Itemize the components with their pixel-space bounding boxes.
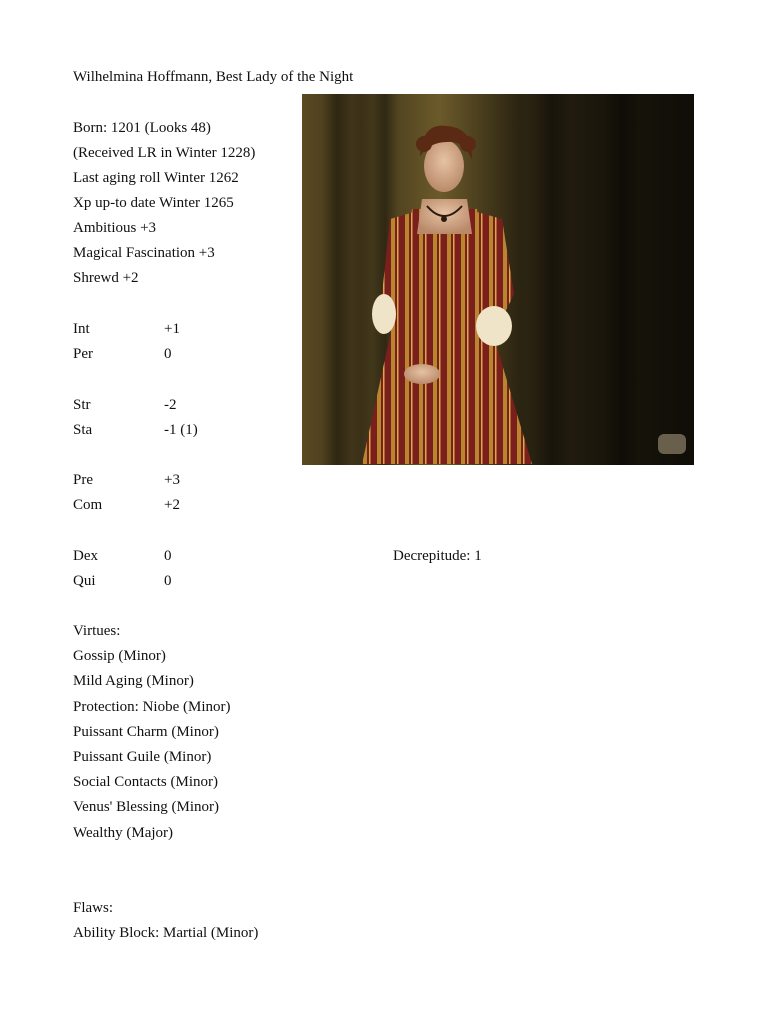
characteristic-name: Pre	[73, 472, 93, 488]
characteristic-name: Sta	[73, 422, 93, 438]
flaws-heading: Flaws:	[73, 900, 114, 916]
characteristic-value: +2	[164, 497, 180, 513]
characteristic-value: +1	[164, 321, 180, 337]
portrait-illustration-icon	[302, 94, 694, 465]
info-line: Magical Fascination +3	[73, 245, 215, 261]
characteristic-name: Int	[73, 321, 90, 337]
virtue-item: Mild Aging (Minor)	[73, 673, 194, 689]
virtue-item: Gossip (Minor)	[73, 648, 166, 664]
info-line: Born: 1201 (Looks 48)	[73, 120, 211, 136]
info-line: (Received LR in Winter 1228)	[73, 145, 256, 161]
virtue-item: Protection: Niobe (Minor)	[73, 699, 231, 715]
virtue-item: Puissant Charm (Minor)	[73, 724, 219, 740]
info-line: Xp up-to date Winter 1265	[73, 195, 234, 211]
virtue-item: Social Contacts (Minor)	[73, 774, 218, 790]
virtues-heading: Virtues:	[73, 623, 121, 639]
characteristic-name: Com	[73, 497, 103, 513]
characteristic-value: -2	[164, 397, 177, 413]
flaw-item: Ability Block: Martial (Minor)	[73, 925, 259, 941]
page-title: Wilhelmina Hoffmann, Best Lady of the Night	[73, 69, 354, 85]
characteristic-value: -1 (1)	[164, 422, 198, 438]
characteristic-name: Dex	[73, 548, 98, 564]
characteristic-value: 0	[164, 573, 172, 589]
info-line: Last aging roll Winter 1262	[73, 170, 239, 186]
virtue-item: Venus' Blessing (Minor)	[73, 799, 220, 815]
characteristic-value: 0	[164, 548, 172, 564]
characteristic-name: Per	[73, 346, 93, 362]
virtue-item: Wealthy (Major)	[73, 825, 174, 841]
characteristic-value: 0	[164, 346, 172, 362]
info-line: Ambitious +3	[73, 220, 157, 236]
decrepitude: Decrepitude: 1	[393, 548, 482, 564]
characteristic-name: Str	[73, 397, 91, 413]
virtue-item: Puissant Guile (Minor)	[73, 749, 212, 765]
characteristic-value: +3	[164, 472, 180, 488]
info-line: Shrewd +2	[73, 270, 139, 286]
portrait-photo	[302, 94, 694, 465]
characteristic-name: Qui	[73, 573, 96, 589]
